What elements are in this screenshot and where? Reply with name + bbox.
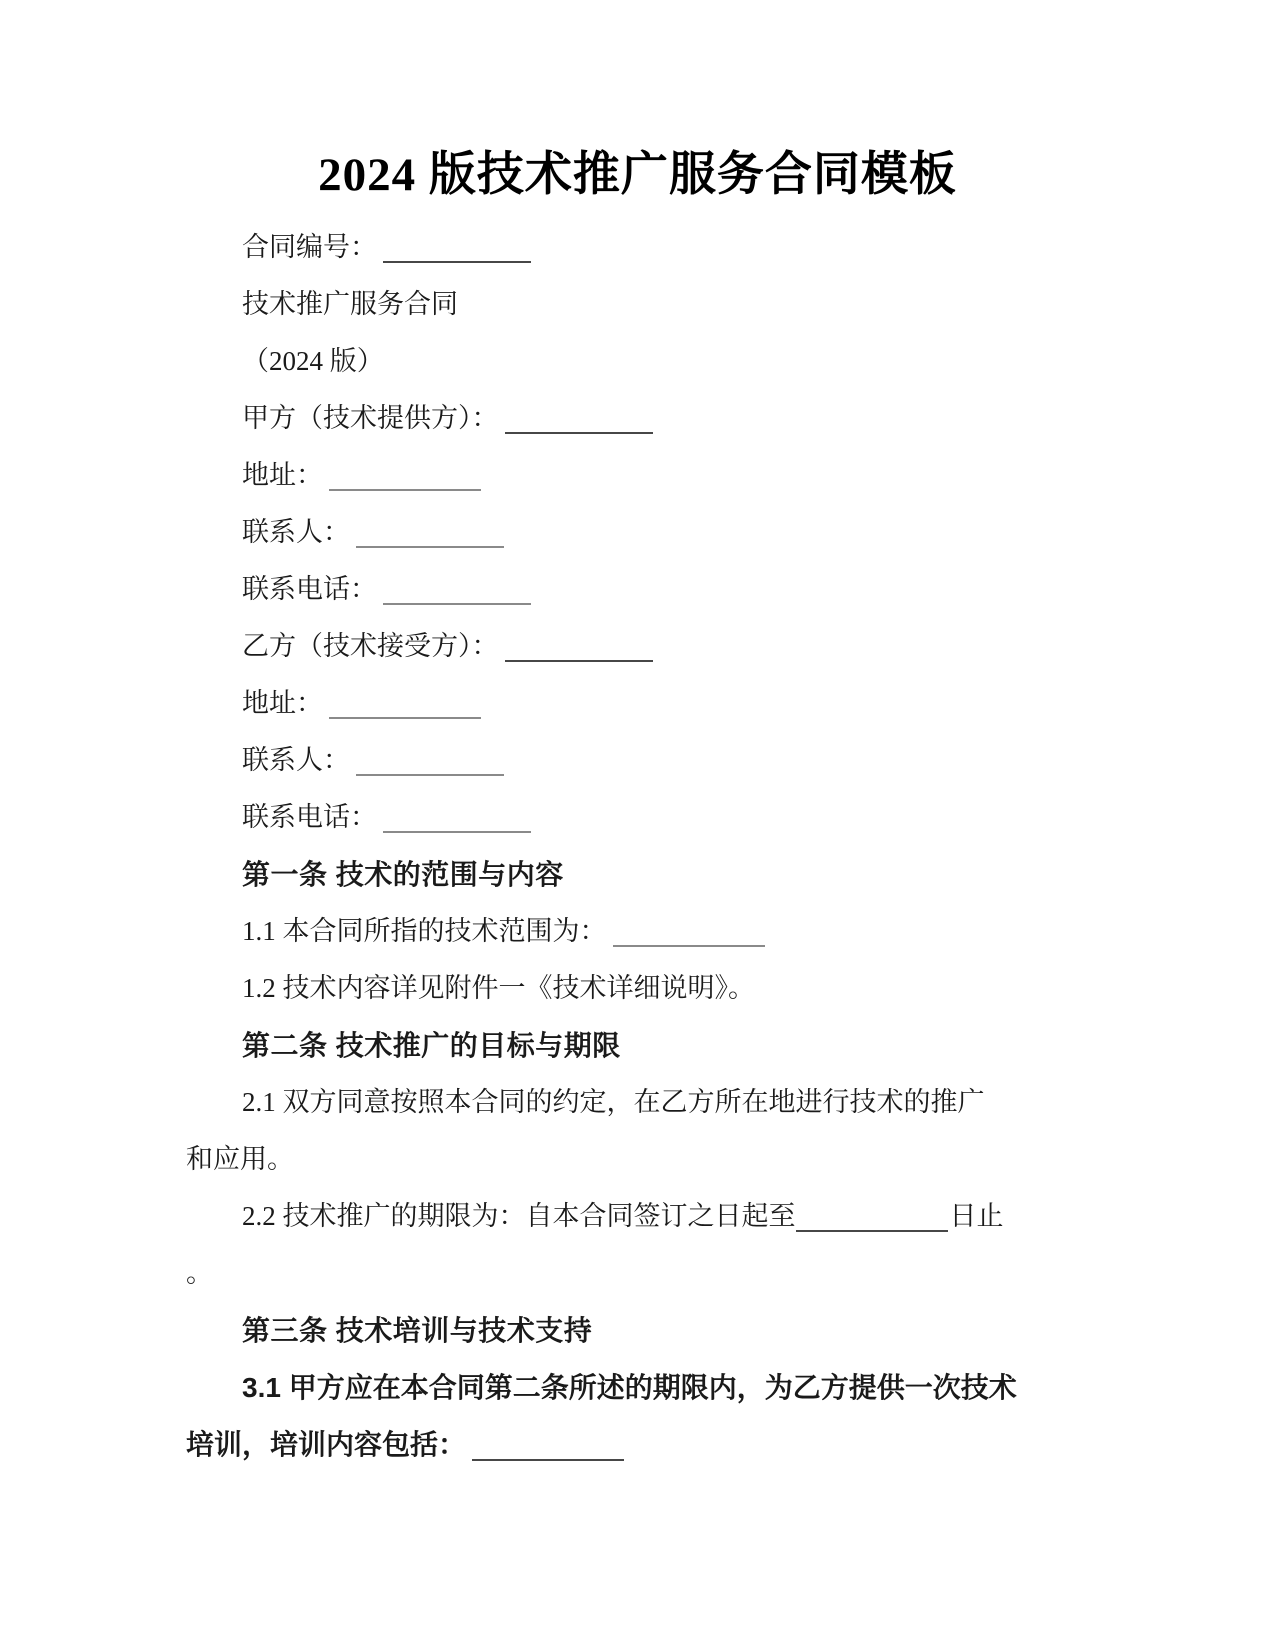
- document-title: 2024 版技术推广服务合同模板: [318, 149, 957, 201]
- clause-2-2-line-2: 。: [186, 1258, 213, 1288]
- field-party-b-address: [186, 675, 1089, 732]
- field-party-b-phone: [186, 789, 1089, 846]
- party-a-label: 甲方（技术提供方）：: [242, 403, 499, 433]
- training-content-blank: [472, 1431, 624, 1461]
- party-b-contact-label: 联系人：: [242, 745, 350, 775]
- party-b-phone-label: 联系电话：: [242, 802, 377, 832]
- field-contract-no: [186, 219, 1089, 276]
- tech-scope-blank: [613, 917, 765, 947]
- party-b-address-label: 地址：: [242, 688, 323, 718]
- party-a-contact-label: 联系人：: [242, 517, 350, 547]
- doc-edition: （2024 版）: [242, 346, 384, 376]
- field-party-a-phone: [186, 561, 1089, 618]
- clause-2-2-text-after: 日止: [949, 1201, 1004, 1231]
- section-2-heading: 第二条 技术推广的目标与期限: [242, 1030, 621, 1061]
- clause-3-1-label: 培训，培训内容包括：: [186, 1429, 467, 1460]
- clause-3-1-line-1: 3.1 甲方应在本合同第二条所述的期限内，为乙方提供一次技术: [242, 1372, 1017, 1403]
- party-a-contact-blank: [356, 518, 504, 548]
- clause-2-1-line-2: 和应用。: [186, 1144, 294, 1174]
- contract-no-label: 合同编号：: [242, 232, 377, 262]
- clause-2-2-text-before: 2.2 技术推广的期限为：自本合同签订之日起至: [242, 1201, 796, 1231]
- party-a-blank: [505, 404, 653, 434]
- field-party-a-contact: [186, 504, 1089, 561]
- party-b-label: 乙方（技术接受方）：: [242, 631, 499, 661]
- party-a-address-label: 地址：: [242, 460, 323, 490]
- party-b-blank: [505, 632, 653, 662]
- field-party-a: [186, 390, 1089, 447]
- section-1-heading: 第一条 技术的范围与内容: [242, 859, 564, 890]
- contract-no-blank: [383, 233, 531, 263]
- clause-1-2: 1.2 技术内容详见附件一《技术详细说明》。: [242, 973, 755, 1003]
- doc-subtitle: 技术推广服务合同: [242, 289, 458, 319]
- field-party-b: [186, 618, 1089, 675]
- clause-1-1: [186, 903, 1089, 960]
- document-body: [186, 219, 1089, 1473]
- party-a-phone-label: 联系电话：: [242, 574, 377, 604]
- field-party-b-contact: [186, 732, 1089, 789]
- party-a-phone-blank: [383, 575, 531, 605]
- party-b-phone-blank: [383, 803, 531, 833]
- clause-3-1-line-2: [186, 1416, 1089, 1473]
- party-b-contact-blank: [356, 746, 504, 776]
- clause-1-1-label: 1.1 本合同所指的技术范围为：: [242, 916, 607, 946]
- party-a-address-blank: [329, 461, 481, 491]
- clause-2-1-line-1: 2.1 双方同意按照本合同的约定，在乙方所在地进行技术的推广: [242, 1087, 985, 1117]
- section-3-heading: 第三条 技术培训与技术支持: [242, 1315, 593, 1346]
- field-party-a-address: [186, 447, 1089, 504]
- party-b-address-blank: [329, 689, 481, 719]
- deadline-blank: [796, 1202, 948, 1232]
- clause-2-2-line-1: [186, 1188, 1089, 1245]
